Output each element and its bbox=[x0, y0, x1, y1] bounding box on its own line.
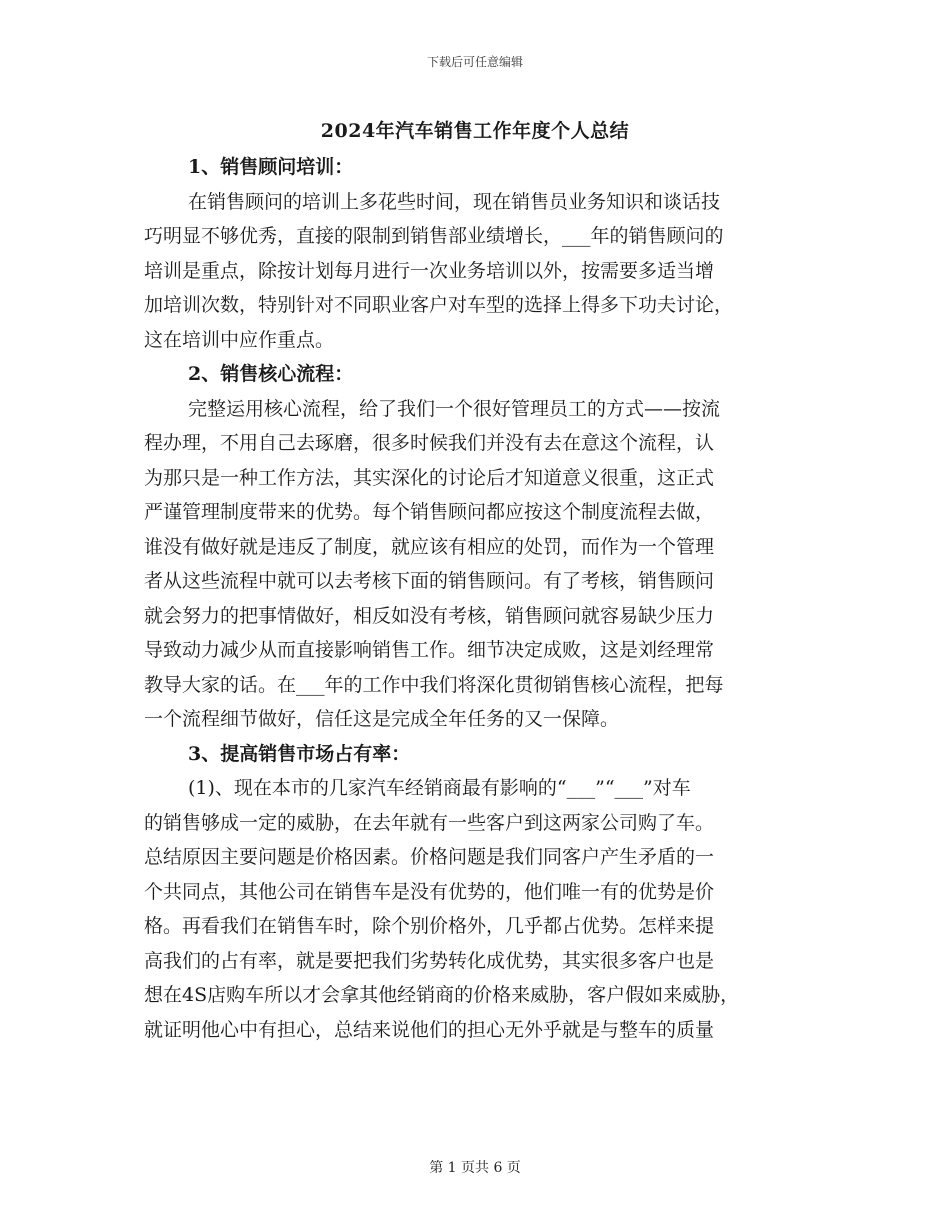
section-2 bbox=[144, 357, 806, 737]
section-heading: 3、提高销售市场占有率： bbox=[188, 742, 411, 765]
text-line: 导致动力减少从而直接影响销售工作。细节决定成败，这是刘经理常 bbox=[144, 639, 715, 661]
header-note: 下载后可任意编辑 bbox=[426, 55, 523, 69]
text-line: 就证明他心中有担心，总结来说他们的担心无外乎就是与整车的质量 bbox=[144, 1018, 715, 1041]
text-line: 程办理，不用自己去琢磨，很多时候我们并没有去在意这个流程，认 bbox=[144, 432, 715, 454]
text-line: 高我们的占有率，就是要把我们劣势转化成优势，其实很多客户也是 bbox=[144, 949, 715, 972]
text-line: (1)、现在本市的几家汽车经销商最有影响的“___”“___”对车 bbox=[188, 777, 691, 799]
document-title: 2024年汽车销售工作年度个人总结 bbox=[320, 120, 630, 142]
text-line: 总结原因主要问题是价格因素。价格问题是我们同客户产生矛盾的一 bbox=[144, 846, 715, 868]
text-line: 格。再看我们在销售车时，除个别价格外，几乎都占优势。怎样来提 bbox=[144, 915, 715, 937]
text-line: 严谨管理制度带来的优势。每个销售顾问都应按这个制度流程去做， bbox=[144, 501, 715, 523]
section-paragraph bbox=[144, 771, 806, 1047]
text-line: 完整运用核心流程，给了我们一个很好管理员工的方式——按流 bbox=[188, 397, 721, 420]
document-body bbox=[144, 150, 806, 1047]
text-line: 在销售顾问的培训上多花些时间，现在销售员业务知识和谈话技 bbox=[188, 190, 721, 213]
section-1 bbox=[144, 150, 806, 357]
text-line: 这在培训中应作重点。 bbox=[144, 328, 335, 351]
text-line: 巧明显不够优秀，直接的限制到销售部业绩增长，___年的销售顾问的 bbox=[144, 225, 724, 247]
text-line: 加培训次数，特别针对不同职业客户对车型的选择上得多下功夫讨论， bbox=[144, 294, 734, 316]
section-paragraph bbox=[144, 185, 806, 358]
text-line: 就会努力的把事情做好，相反如没有考核，销售顾问就容易缺少压力 bbox=[144, 604, 715, 627]
text-line: 培训是重点，除按计划每月进行一次业务培训以外，按需要多适当增 bbox=[144, 259, 715, 282]
text-line: 谁没有做好就是违反了制度，就应该有相应的处罚，而作为一个管理 bbox=[144, 535, 715, 558]
text-line: 者从这些流程中就可以去考核下面的销售顾问。有了考核，销售顾问 bbox=[144, 570, 715, 592]
text-line: 的销售够成一定的威胁，在去年就有一些客户到这两家公司购了车。 bbox=[144, 811, 715, 834]
text-line: 想在4S店购车所以才会拿其他经销商的价格来威胁，客户假如来威胁， bbox=[144, 984, 740, 1006]
section-3 bbox=[144, 737, 806, 1048]
section-heading: 2、销售核心流程： bbox=[188, 363, 354, 385]
text-line: 为那只是一种工作方法，其实深化的讨论后才知道意义很重，这正式 bbox=[144, 466, 715, 489]
section-heading: 1、销售顾问培训： bbox=[188, 156, 354, 178]
text-line: 教导大家的话。在___年的工作中我们将深化贯彻销售核心流程，把每 bbox=[144, 673, 724, 696]
section-paragraph bbox=[144, 392, 806, 737]
page-number: 第 1 页共 6 页 bbox=[429, 1160, 521, 1176]
text-line: 个共同点，其他公司在销售车是没有优势的，他们唯一有的优势是价 bbox=[144, 880, 715, 903]
text-line: 一个流程细节做好，信任这是完成全年任务的又一保障。 bbox=[144, 708, 620, 730]
